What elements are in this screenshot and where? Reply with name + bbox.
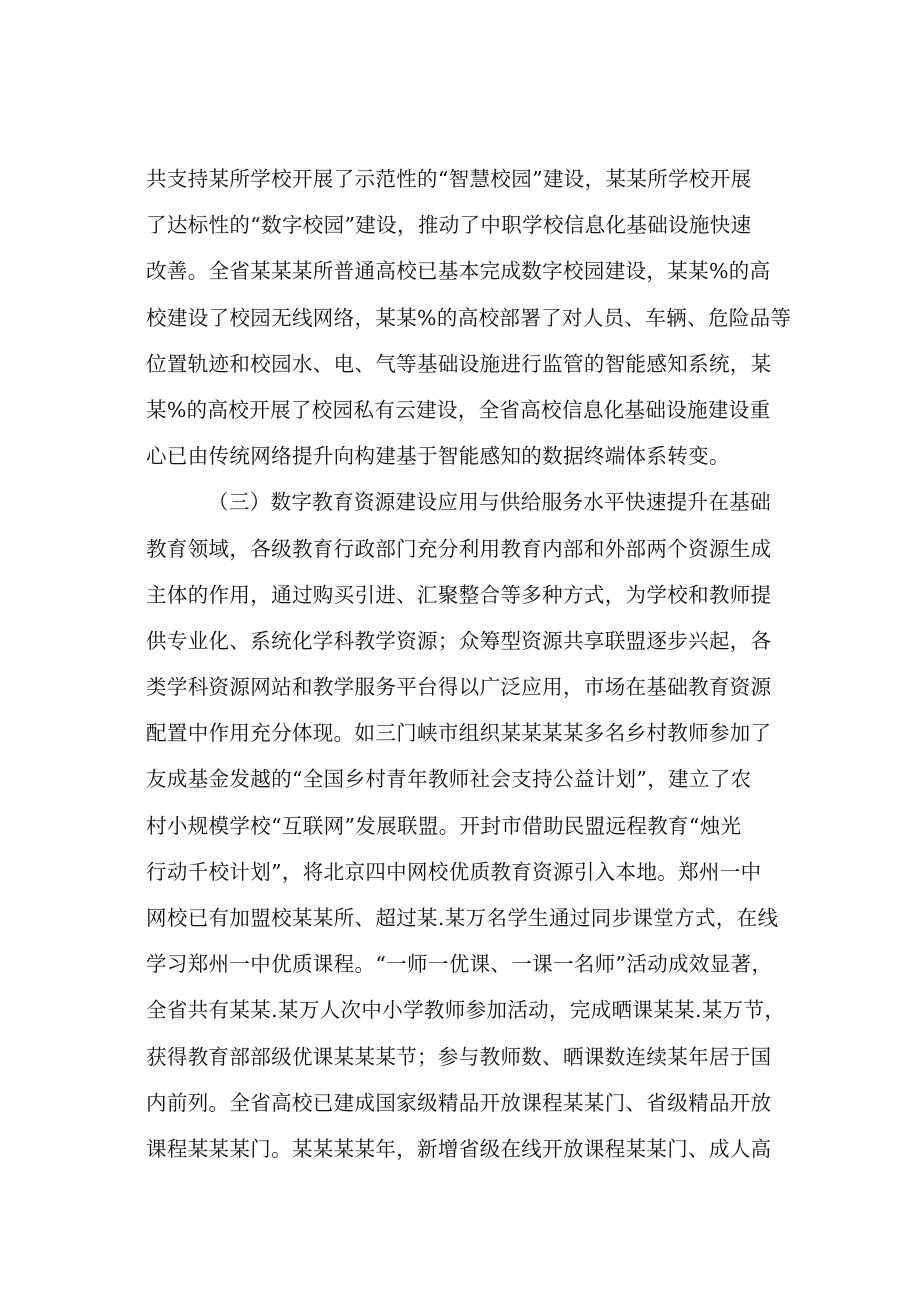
text-line: 友成基金发越的“全国乡村青年教师社会支持公益计划”，建立了农: [146, 767, 752, 792]
text-line: 校建设了校园无线网络，某某%的高校部署了对人员、车辆、危险品等: [146, 305, 792, 330]
text-line: 学习郑州一中优质课程。“一师一优课、一课一名师”活动成效显著，: [146, 952, 773, 977]
text-line: 教育领域，各级教育行政部门充分利用教育内部和外部两个资源生成: [146, 536, 772, 561]
text-line: 村小规模学校“互联网”发展联盟。开封市借助民盟远程教育“烛光: [146, 813, 742, 838]
section-heading-line: （三）数字教育资源建设应用与供给服务水平快速提升在基础: [208, 490, 771, 515]
text-line: 网校已有加盟校某某所、超过某.某万名学生通过同步课堂方式，在线: [146, 906, 779, 930]
text-line: 内前列。全省高校已建成国家级精品开放课程某某门、省级精品开放: [146, 1090, 772, 1115]
text-line: 心已由传统网络提升向构建基于智能感知的数据终端体系转变。: [146, 444, 730, 469]
text-line: 主体的作用，通过购买引进、汇聚整合等多种方式，为学校和教师提: [146, 582, 772, 607]
text-line: 共支持某所学校开展了示范性的“智慧校园”建设，某某所学校开展: [146, 167, 752, 191]
text-line: 某%的高校开展了校园私有云建设，全省高校信息化基础设施建设重: [146, 397, 771, 422]
text-line: 配置中作用充分体现。如三门峡市组织某某某某多名乡村教师参加了: [146, 721, 772, 746]
text-line: 改善。全省某某某所普通高校已基本完成数字校园建设，某某%的高: [146, 259, 771, 284]
text-line: 了达标性的“数字校园”建设，推动了中职学校信息化基础设施快速: [146, 213, 752, 238]
text-line: 类学科资源网站和教学服务平台得以广泛应用，市场在基础教育资源: [146, 675, 772, 700]
text-line: 位置轨迹和校园水、电、气等基础设施进行监管的智能感知系统，某: [146, 351, 772, 376]
body-text: [146, 156, 806, 1172]
text-line: 全省共有某某.某万人次中小学教师参加活动，完成晒课某某.某万节，: [146, 998, 786, 1023]
text-line: 供专业化、系统化学科教学资源；众筹型资源共享联盟逐步兴起，各: [146, 628, 772, 653]
text-line: 获得教育部部级优课某某某节；参与教师数、晒课数连续某年居于国: [146, 1044, 772, 1069]
text-line: 课程某某某门。某某某某年，新增省级在线开放课程某某门、成人高: [146, 1136, 772, 1161]
text-line: 行动千校计划”，将北京四中网校优质教育资源引入本地。郑州一中: [146, 859, 762, 884]
